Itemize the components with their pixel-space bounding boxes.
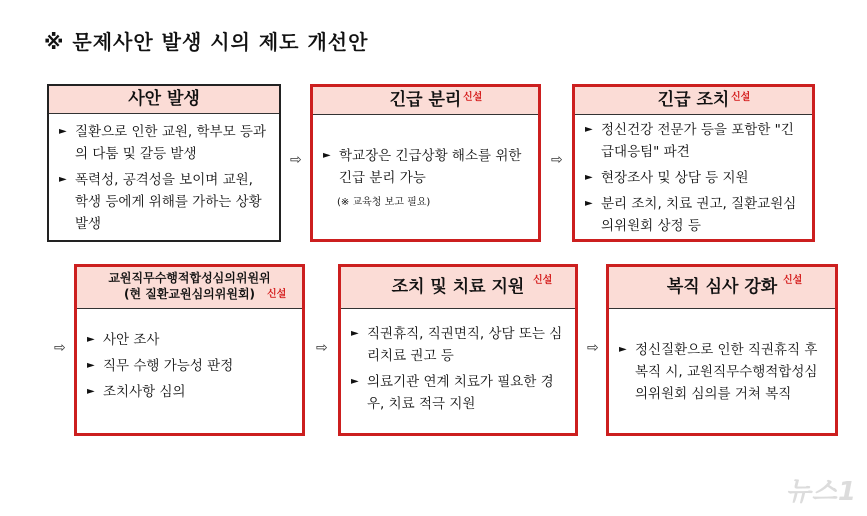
box-emergency-action [572,84,815,242]
list-item: ► 의료기관 연계 치료가 필요한 경우, 치료 적극 지원 [347,371,567,415]
arrow-right-icon: ⇨ [316,340,328,356]
arrow-right-icon: ⇨ [54,340,66,356]
list-item: ► 정신건강 전문가 등을 포함한 "긴급대응팀" 파견 [581,119,804,163]
new-badge: 신설 [783,275,803,286]
box-treatment-support [338,264,578,436]
page-title: ※ 문제사안 발생 시의 제도 개선안 [44,30,369,54]
box-treatment-support-heading: 조치 및 치료 지원 신설 [341,267,575,309]
list-item: ► 정신질환으로 인한 직권휴직 후 복직 시, 교원직무수행적합성심의위원회 심의를 거쳐 복직 [615,339,829,405]
box-reinstatement-review-heading: 복직 심사 강화 신설 [609,267,835,309]
box-incident-heading: 사안 발생 [49,86,279,114]
bullet-icon: ► [59,126,67,137]
box-emergency-separation-heading: 긴급 분리 신설 [313,87,538,115]
box-reinstatement-review [606,264,838,436]
bullet-icon: ► [619,344,627,355]
bullet-icon: ► [351,328,359,339]
bullet-icon: ► [585,124,593,135]
bullet-icon: ► [59,174,67,185]
note-text: (※ 교육청 보고 필요) [337,197,431,208]
list-item: ► 분리 조치, 치료 권고, 질환교원심의위원회 상정 등 [581,193,804,237]
new-badge: 신설 [533,275,553,286]
bullet-icon: ► [351,376,359,387]
bullet-icon: ► [87,334,95,345]
list-item: ► 현장조사 및 상담 등 지원 [581,167,804,189]
box-review-committee-heading: 교원직무수행적합성심의위원위 (현 질환교원심의위원회) 신설 [77,267,302,309]
new-badge: 신설 [267,289,287,300]
bullet-icon: ► [323,150,331,161]
bullet-icon: ► [87,386,95,397]
box-emergency-separation [310,84,541,242]
new-badge: 신설 [463,92,483,103]
box-review-committee [74,264,305,436]
arrow-right-icon: ⇨ [587,340,599,356]
box-emergency-action-heading: 긴급 조치 신설 [575,87,812,115]
list-item: ► 학교장은 긴급상황 해소를 위한 긴급 분리 가능 [319,145,528,189]
arrow-right-icon: ⇨ [290,152,302,168]
list-item: ► 조치사항 심의 [83,381,292,403]
bullet-icon: ► [585,198,593,209]
bullet-icon: ► [87,360,95,371]
bullet-icon: ► [585,172,593,183]
box-incident [47,84,281,242]
list-item: ► 폭력성, 공격성을 보이며 교원, 학생 등에게 위해를 가하는 상황 발생 [55,169,269,235]
list-item: ► 직무 수행 가능성 판정 [83,355,292,377]
list-item: ► 사안 조사 [83,329,292,351]
new-badge: 신설 [731,92,751,103]
arrow-right-icon: ⇨ [551,152,563,168]
list-item: ► 질환으로 인한 교원, 학부모 등과의 다툼 및 갈등 발생 [55,121,269,165]
watermark-logo: 뉴스1 [785,477,857,507]
list-item: ► 직권휴직, 직권면직, 상담 또는 심리치료 권고 등 [347,323,567,367]
